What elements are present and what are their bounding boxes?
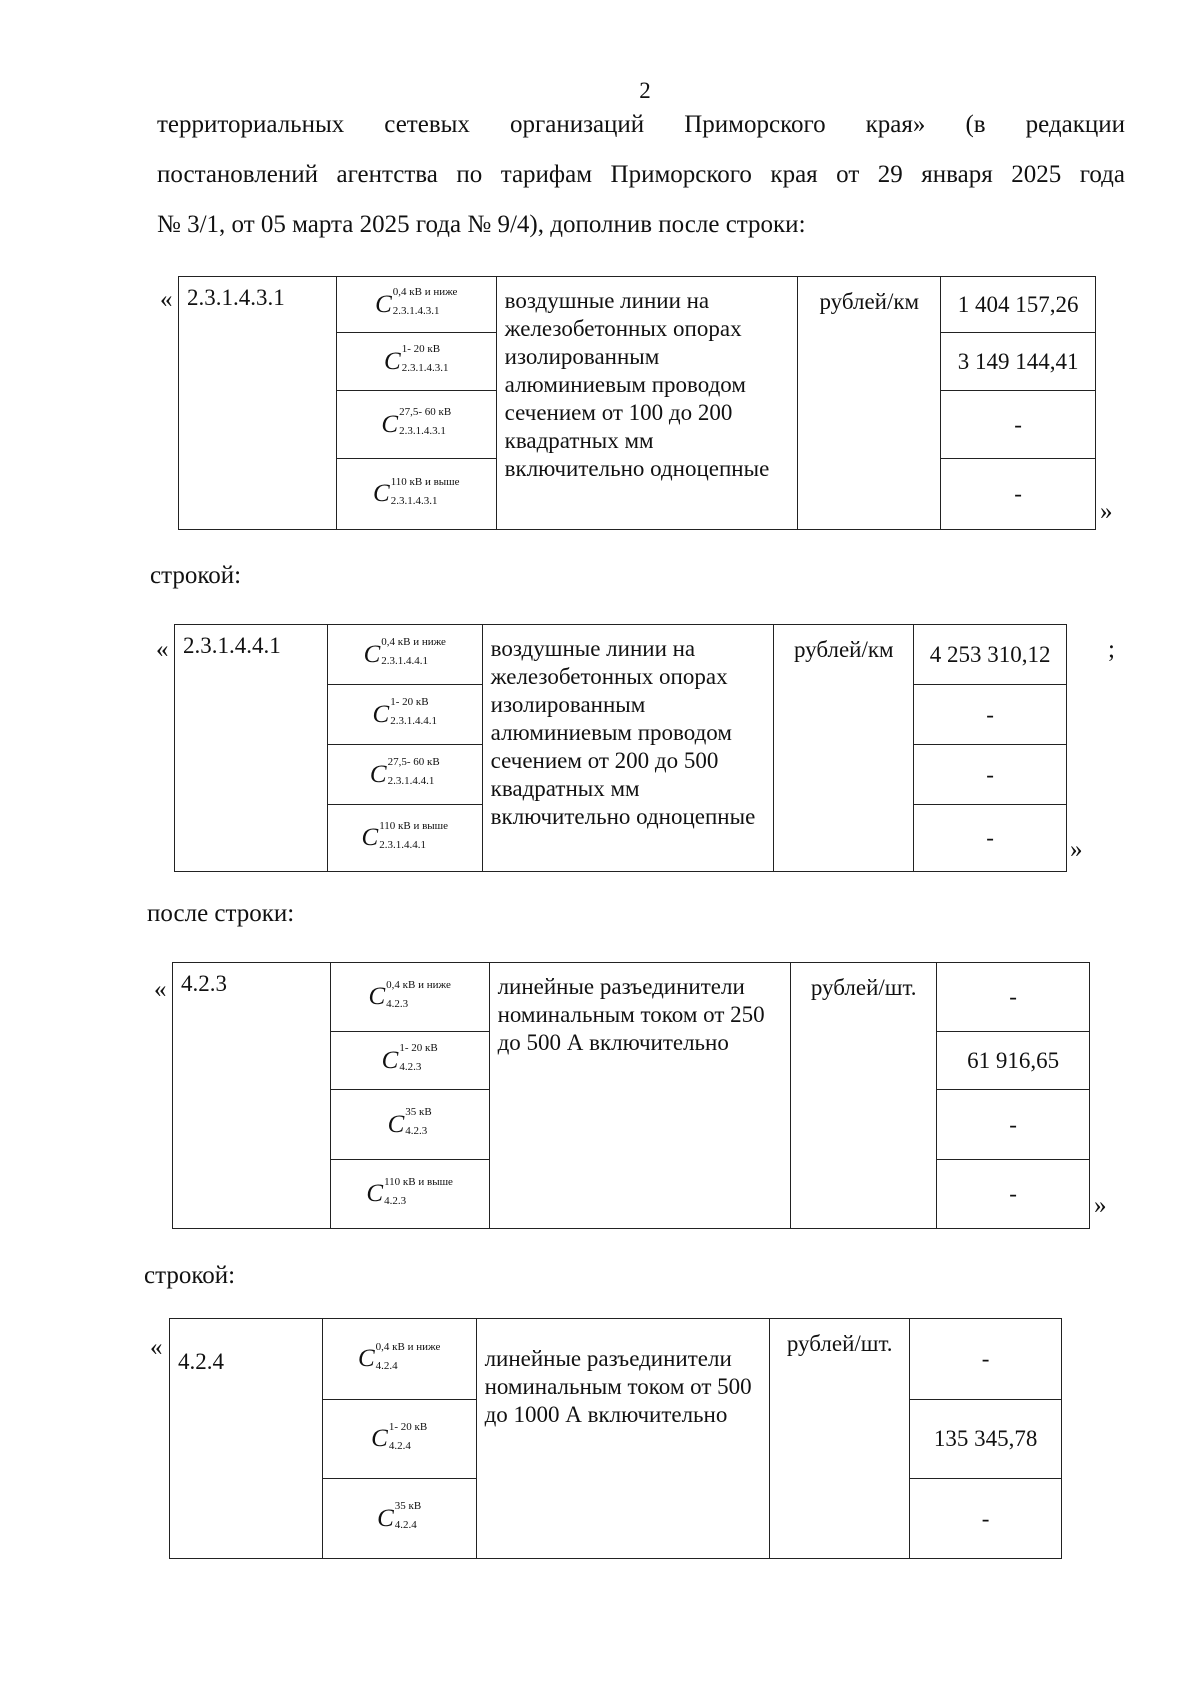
row-code: 4.2.4 bbox=[170, 1319, 323, 1559]
row-value: 3 149 144,41 bbox=[941, 333, 1096, 391]
row-unit: рублей/шт. bbox=[791, 963, 937, 1229]
open-quote: « bbox=[154, 976, 167, 1003]
open-quote: « bbox=[156, 636, 169, 663]
coefficient-symbol: C 35 кВ 4.2.4 bbox=[322, 1479, 476, 1559]
row-description: воздушные линии на железобетонных опорах изолированным алюминиевым проводом сечением от 200 до 500 квадратных мм включительно одноцепные bbox=[482, 625, 774, 872]
row-value: 135 345,78 bbox=[910, 1400, 1062, 1479]
coefficient-symbol: C 0,4 кВ и ниже 4.2.4 bbox=[322, 1319, 476, 1400]
coefficient-symbol: C 110 кВ и выше 2.3.1.4.4.1 bbox=[327, 805, 482, 872]
intro-line: территориальных сетевых организаций Приморского края» (в редакции bbox=[157, 111, 1125, 138]
coefficient-symbol: C 110 кВ и выше 2.3.1.4.3.1 bbox=[336, 459, 496, 530]
coefficient-symbol: C 0,4 кВ и ниже 2.3.1.4.3.1 bbox=[336, 277, 496, 333]
page-number: 2 bbox=[639, 78, 651, 103]
close-quote: » bbox=[1094, 1192, 1107, 1219]
tariff-table-4 bbox=[169, 1318, 1062, 1559]
intro-line: № 3/1, от 05 марта 2025 года № 9/4), дополнив после строки: bbox=[157, 211, 806, 238]
coefficient-symbol: C 27,5- 60 кВ 2.3.1.4.4.1 bbox=[327, 745, 482, 805]
coefficient-symbol: C 0,4 кВ и ниже 4.2.3 bbox=[330, 963, 489, 1032]
row-value: - bbox=[914, 805, 1067, 872]
intro-paragraph bbox=[157, 100, 1125, 250]
row-code: 2.3.1.4.4.1 bbox=[175, 625, 328, 872]
section-label: строкой: bbox=[150, 562, 242, 589]
coefficient-symbol: C 110 кВ и выше 4.2.3 bbox=[330, 1160, 489, 1229]
row-value: - bbox=[941, 391, 1096, 459]
row-value: 1 404 157,26 bbox=[941, 277, 1096, 333]
row-description: линейные разъединители номинальным током от 250 до 500 А включительно bbox=[489, 963, 791, 1229]
row-value: - bbox=[941, 459, 1096, 530]
row-unit: рублей/км bbox=[774, 625, 914, 872]
section-label: строкой: bbox=[144, 1262, 236, 1289]
row-value: - bbox=[910, 1319, 1062, 1400]
coefficient-symbol: C 0,4 кВ и ниже 2.3.1.4.4.1 bbox=[327, 625, 482, 685]
coefficient-symbol: C 27,5- 60 кВ 2.3.1.4.3.1 bbox=[336, 391, 496, 459]
tariff-table-3 bbox=[172, 962, 1090, 1229]
row-value: - bbox=[937, 1160, 1090, 1229]
row-description: линейные разъединители номинальным током от 500 до 1000 А включительно bbox=[476, 1319, 770, 1559]
coefficient-symbol: C 35 кВ 4.2.3 bbox=[330, 1090, 489, 1160]
row-unit: рублей/шт. bbox=[770, 1319, 910, 1559]
row-code: 2.3.1.4.3.1 bbox=[179, 277, 337, 530]
coefficient-symbol: C 1- 20 кВ 4.2.3 bbox=[330, 1032, 489, 1090]
row-code: 4.2.3 bbox=[173, 963, 331, 1229]
row-value: 61 916,65 bbox=[937, 1032, 1090, 1090]
close-quote: » bbox=[1070, 836, 1083, 863]
row-value: - bbox=[914, 685, 1067, 745]
coefficient-symbol: C 1- 20 кВ 2.3.1.4.4.1 bbox=[327, 685, 482, 745]
open-quote: « bbox=[160, 286, 173, 313]
row-value: - bbox=[914, 745, 1067, 805]
row-value: - bbox=[937, 963, 1090, 1032]
row-value: 4 253 310,12 bbox=[914, 625, 1067, 685]
row-unit: рублей/км bbox=[798, 277, 941, 530]
semicolon-mark: ; bbox=[1108, 636, 1115, 663]
row-value: - bbox=[937, 1090, 1090, 1160]
row-value: - bbox=[910, 1479, 1062, 1559]
coefficient-symbol: C 1- 20 кВ 4.2.4 bbox=[322, 1400, 476, 1479]
intro-line: постановлений агентства по тарифам Приморского края от 29 января 2025 года bbox=[157, 161, 1125, 188]
section-label: после строки: bbox=[147, 900, 295, 927]
tariff-table-2 bbox=[174, 624, 1067, 872]
close-quote: » bbox=[1100, 498, 1113, 525]
tariff-table-1 bbox=[178, 276, 1096, 530]
row-description: воздушные линии на железобетонных опорах изолированным алюминиевым проводом сечением от 100 до 200 квадратных мм включительно одноцепные bbox=[496, 277, 798, 530]
coefficient-symbol: C 1- 20 кВ 2.3.1.4.3.1 bbox=[336, 333, 496, 391]
open-quote: « bbox=[150, 1334, 163, 1361]
